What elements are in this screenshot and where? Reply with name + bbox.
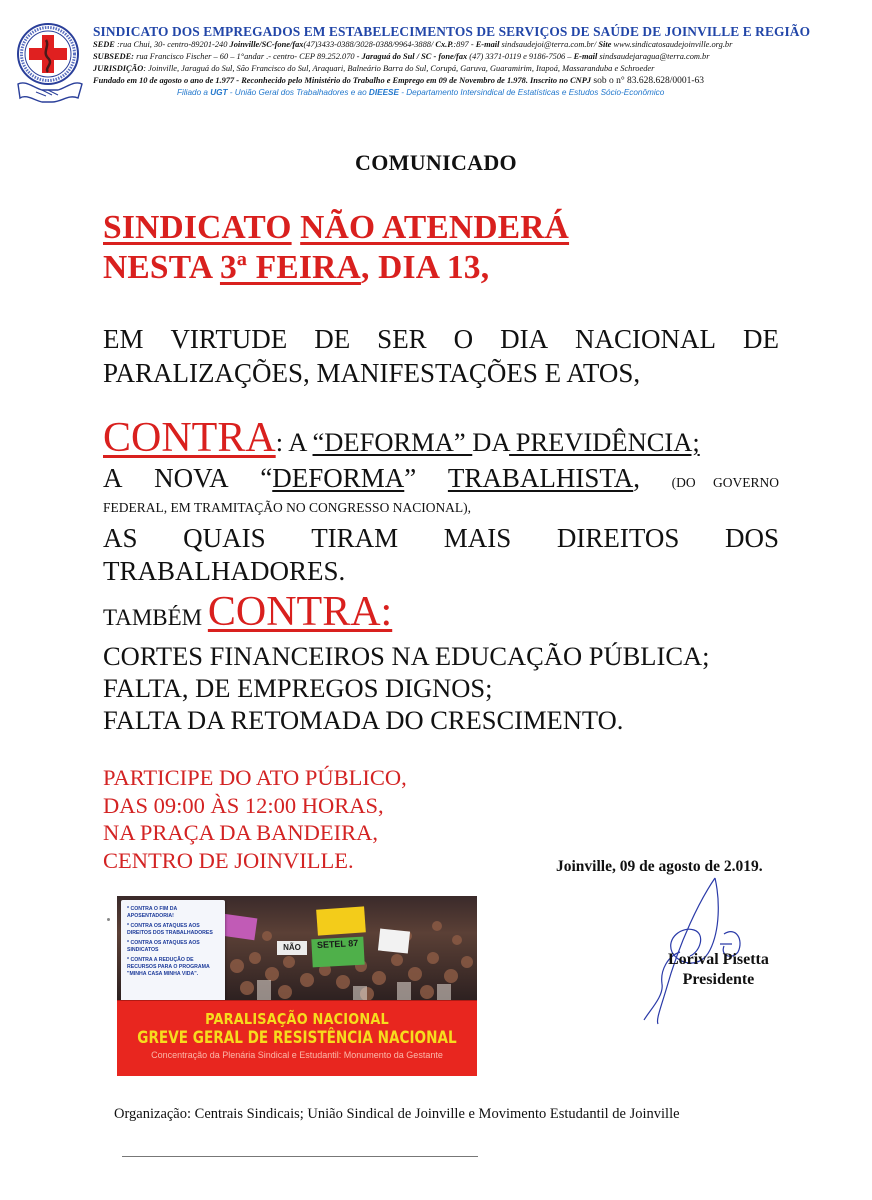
affiliation-line: Filiado a UGT - União Geral dos Trabalhadores e ao DIEESE - Departamento Intersindical de Estatísticas e Estudos Sócio-Econômico xyxy=(177,88,665,97)
sede-address: SEDE :rua Chui, 30- centro-89201-240 Joinville/SC-fone/fax(47)3433-0388/3028-0388/9964-3888/ Cx.P.:897 - E-mail sindsaudejoi@terra.com.br/ Site www.sindicatosaudejoinville.org.br xyxy=(93,40,733,49)
signer-name: Lorival Pisetta xyxy=(668,951,769,968)
tambem-heading: TAMBÉM CONTRA: xyxy=(103,589,393,635)
headline-line-1: SINDICATO NÃO ATENDERÁ xyxy=(103,209,570,246)
date-line: Joinville, 09 de agosto de 2.019. xyxy=(556,858,763,875)
strike-banner-image xyxy=(117,896,477,1076)
crowd-photo xyxy=(117,896,477,1002)
protest-sign xyxy=(378,928,410,953)
banner-line-1: PARALISAÇÃO NACIONAL xyxy=(205,1010,389,1028)
event-line: CENTRO DE JOINVILLE. xyxy=(103,847,354,873)
banner-caption xyxy=(117,1000,477,1076)
nova-deforma-line: A NOVA “DEFORMA” TRABALHISTA, (DO GOVERNO xyxy=(103,463,779,493)
tambem-list xyxy=(103,640,803,736)
signature-icon xyxy=(620,860,790,1030)
contra-previdencia-line: CONTRA: A “DEFORMA” DA PREVIDÊNCIA; xyxy=(103,415,700,461)
document-title: COMUNICADO xyxy=(355,150,517,175)
protest-sign: NÃO xyxy=(277,941,307,955)
signer-role: Presidente xyxy=(682,971,755,988)
reason-line-1: EM VIRTUDE DE SER O DIA NACIONAL DE xyxy=(103,324,779,354)
union-logo-icon xyxy=(12,22,88,108)
tambem-contra-section xyxy=(103,590,803,736)
bullet-mark xyxy=(107,918,110,921)
event-line: PARTICIPE DO ATO PÚBLICO, xyxy=(103,765,407,790)
trabalhadores-line: TRABALHADORES. xyxy=(103,556,346,586)
event-line: NA PRAÇA DA BANDEIRA, xyxy=(103,820,379,845)
list-item: * CONTRA A REDUÇÃO DE RECURSOS PARA O PROGRAMA "MINHA CASA MINHA VIDA". xyxy=(127,957,210,977)
reason-line-2: PARALIZAÇÕES, MANIFESTAÇÕES E ATOS, xyxy=(103,358,641,388)
fundado-line: Fundado em 10 de agosto o ano de 1.977 - Reconhecido pelo Ministério do Trabalho e Emprego em 09 de Novembro de 1.978. Inscrito no CNPJ sob o n° 83.628.628/0001-63 xyxy=(93,76,705,86)
letterhead xyxy=(0,0,872,110)
quais-line: AS QUAIS TIRAM MAIS DIREITOS DOS xyxy=(103,523,779,553)
headline xyxy=(103,208,569,288)
jurisdicao: JURISDIÇÃO: Joinville, Jaraguá do Sul, São Francisco do Sul, Araquari, Balneário Barra do Sul, Corupá, Garuva, Guaramirim, Itapoá, Massaranduba e Schroeder xyxy=(93,64,655,73)
list-item: * CONTRA OS ATAQUES AOS SINDICATOS xyxy=(127,940,200,953)
signer-block xyxy=(668,950,769,990)
banner-demands-list xyxy=(121,900,225,1002)
event-line: DAS 09:00 ÀS 12:00 HORAS, xyxy=(103,792,384,818)
list-item: * CONTRA OS ATAQUES AOS DIREITOS DOS TRABALHADORES xyxy=(127,923,213,936)
event-call xyxy=(103,764,407,874)
protest-sign xyxy=(316,906,366,935)
organization-line: Organização: Centrais Sindicais; União Sindical de Joinville e Movimento Estudantil de Joinville xyxy=(114,1106,680,1122)
headline-line-2: NESTA 3ª FEIRA, DIA 13, xyxy=(103,249,490,286)
contra-section xyxy=(103,415,779,588)
reason-paragraph xyxy=(103,322,779,390)
federal-note: FEDERAL, EM TRAMITAÇÃO NO CONGRESSO NACIONAL), xyxy=(103,500,472,515)
list-item: FALTA, DE EMPREGOS DIGNOS; xyxy=(103,673,493,703)
protest-sign xyxy=(221,914,258,941)
banner-line-2: GREVE GERAL DE RESISTÊNCIA NACIONAL xyxy=(137,1028,457,1048)
subsede-address: SUBSEDE: rua Francisco Fischer – 60 – 1°andar .- centro- CEP 89.252.070 - Jaraguá do Sul / SC - fone/fax (47) 3371-0119 e 9186-7506 – E-mail sindsaudejaragua@terra.com.br xyxy=(93,52,710,61)
banner-line-3: Concentração da Plenária Sindical e Estudantil: Monumento da Gestante xyxy=(151,1050,443,1060)
list-item: * CONTRA O FIM DA APOSENTADORIA! xyxy=(127,906,178,919)
protest-sign: SETEL 87 xyxy=(311,937,364,968)
list-item: CORTES FINANCEIROS NA EDUCAÇÃO PÚBLICA; xyxy=(103,641,710,671)
footer-divider xyxy=(122,1156,478,1157)
list-item: FALTA DA RETOMADA DO CRESCIMENTO. xyxy=(103,705,624,735)
union-name: SINDICATO DOS EMPREGADOS EM ESTABELECIMENTOS DE SERVIÇOS DE SAÚDE DE JOINVILLE E REGIÃO xyxy=(93,24,811,39)
